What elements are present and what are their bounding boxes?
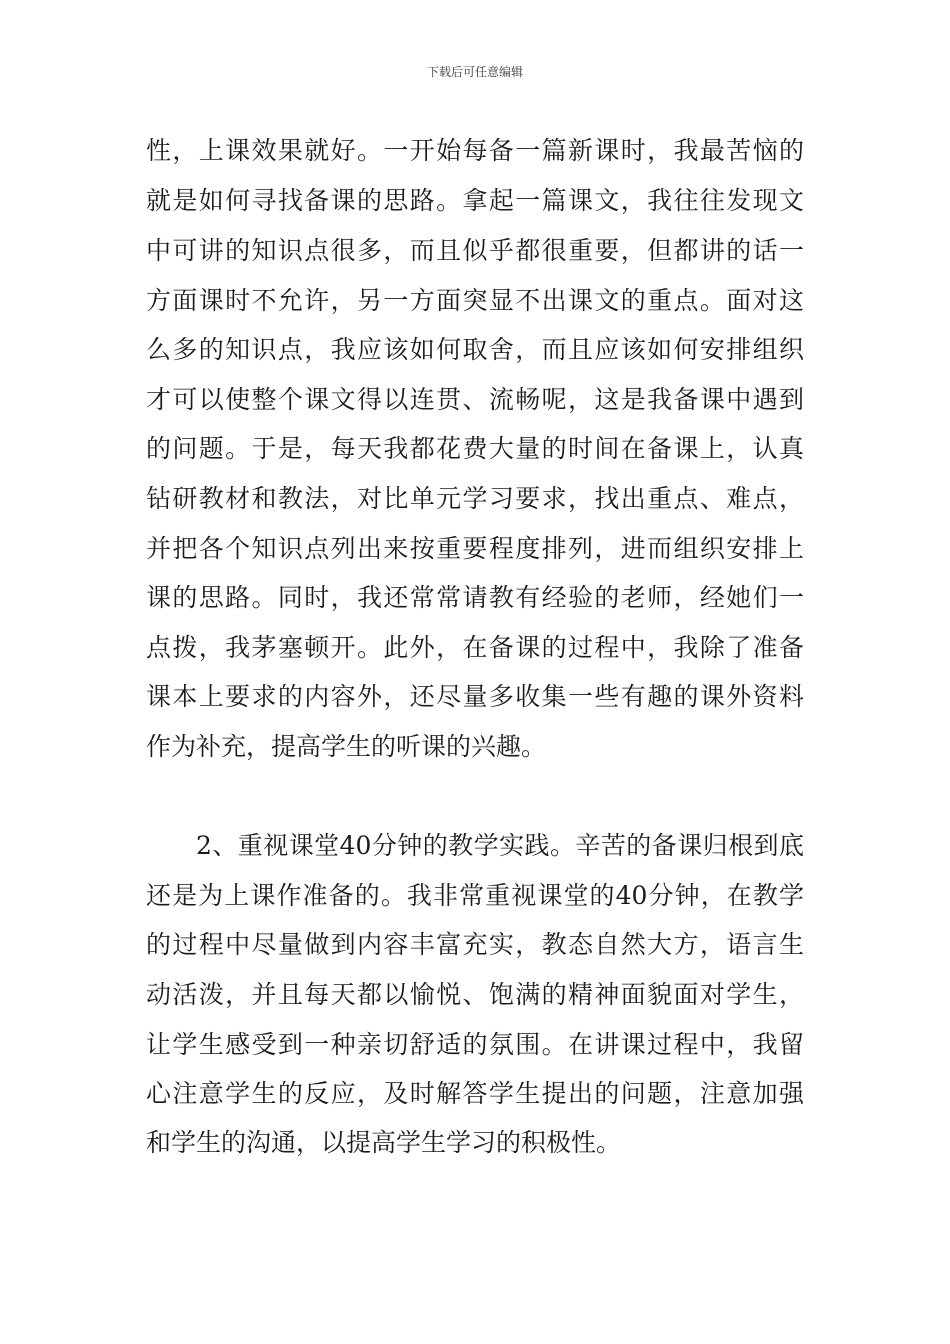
paragraph-line: 课本上要求的内容外，还尽量多收集一些有趣的课外资料	[146, 682, 804, 711]
paragraph-line: 性，上课效果就好。一开始每备一篇新课时，我最苦恼的	[146, 136, 804, 165]
paragraph-line: 方面课时不允许，另一方面突显不出课文的重点。面对这	[146, 286, 804, 315]
paragraph-line: 课的思路。同时，我还常常请教有经验的老师，经她们一	[146, 583, 804, 612]
paragraph-line: 心注意学生的反应，及时解答学生提出的问题，注意加强	[146, 1079, 804, 1108]
paragraph-line: 的过程中尽量做到内容丰富充实，教态自然大方，语言生	[146, 930, 804, 959]
paragraph-line: 和学生的沟通，以提高学生学习的积极性。	[146, 1128, 622, 1157]
paragraph-line: 让学生感受到一种亲切舒适的氛围。在讲课过程中，我留	[146, 1030, 804, 1059]
paragraph-line: 钻研教材和教法，对比单元学习要求，找出重点、难点，	[146, 484, 804, 513]
paragraph-line: 就是如何寻找备课的思路。拿起一篇课文，我往往发现文	[146, 186, 804, 215]
paragraph-line: 作为补充，提高学生的听课的兴趣。	[146, 732, 547, 761]
paragraph-line: 才可以使整个课文得以连贯、流畅呢，这是我备课中遇到	[146, 385, 804, 414]
paragraph-line: 2、重视课堂40分钟的教学实践。辛苦的备课归根到底	[196, 831, 804, 860]
paragraph-line: 还是为上课作准备的。我非常重视课堂的40分钟，在教学	[146, 881, 804, 910]
paragraph-line: 的问题。于是，每天我都花费大量的时间在备课上，认真	[146, 434, 804, 463]
page-header: 下载后可任意编辑	[426, 65, 523, 79]
paragraph-line: 中可讲的知识点很多，而且似乎都很重要，但都讲的话一	[146, 236, 804, 265]
paragraph-line: 么多的知识点，我应该如何取舍，而且应该如何安排组织	[146, 335, 804, 364]
paragraph-line: 点拨，我茅塞顿开。此外，在备课的过程中，我除了准备	[146, 633, 804, 662]
paragraph-line: 并把各个知识点列出来按重要程度排列，进而组织安排上	[146, 534, 804, 563]
paragraph-line: 动活泼，并且每天都以愉悦、饱满的精神面貌面对学生，	[146, 980, 804, 1009]
